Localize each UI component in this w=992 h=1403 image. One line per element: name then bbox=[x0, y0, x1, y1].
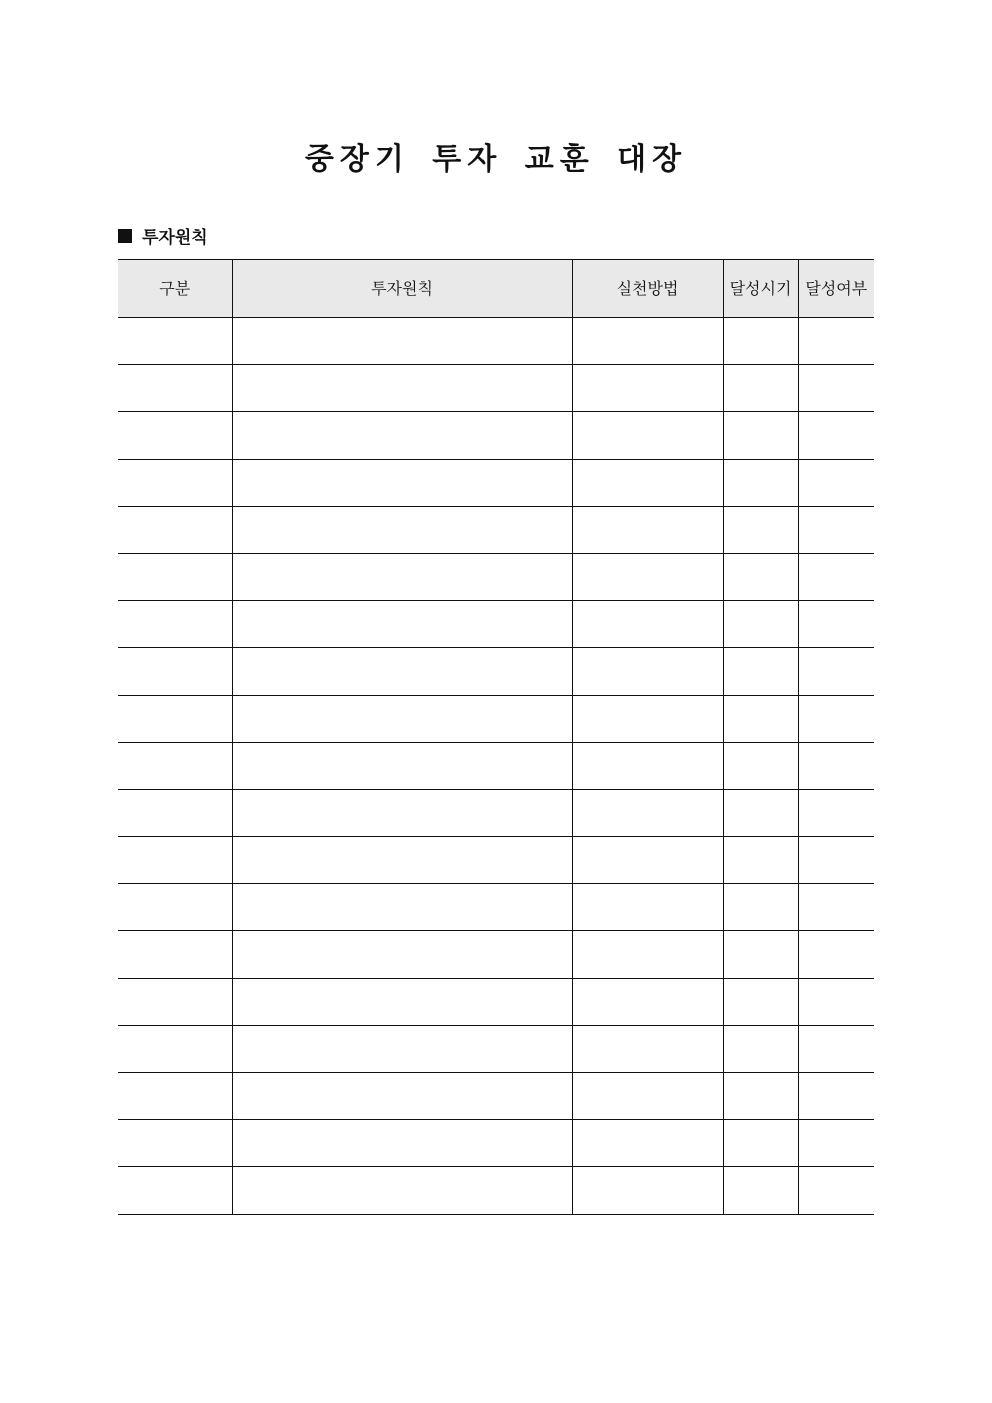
table-row bbox=[118, 1167, 874, 1214]
cell-target-date[interactable] bbox=[723, 459, 798, 506]
cell-principle[interactable] bbox=[232, 978, 572, 1025]
cell-achieved[interactable] bbox=[798, 837, 874, 884]
header-row bbox=[118, 260, 874, 318]
cell-category[interactable] bbox=[118, 648, 232, 695]
cell-category[interactable] bbox=[118, 884, 232, 931]
cell-principle[interactable] bbox=[232, 1025, 572, 1072]
cell-method[interactable] bbox=[572, 884, 723, 931]
cell-achieved[interactable] bbox=[798, 695, 874, 742]
table-row bbox=[118, 412, 874, 459]
table-row bbox=[118, 648, 874, 695]
cell-category[interactable] bbox=[118, 1025, 232, 1072]
table-row bbox=[118, 695, 874, 742]
cell-achieved[interactable] bbox=[798, 931, 874, 978]
cell-category[interactable] bbox=[118, 931, 232, 978]
cell-target-date[interactable] bbox=[723, 318, 798, 365]
cell-category[interactable] bbox=[118, 695, 232, 742]
table-row bbox=[118, 789, 874, 836]
cell-target-date[interactable] bbox=[723, 837, 798, 884]
cell-achieved[interactable] bbox=[798, 553, 874, 600]
cell-method[interactable] bbox=[572, 459, 723, 506]
cell-method[interactable] bbox=[572, 695, 723, 742]
cell-category[interactable] bbox=[118, 506, 232, 553]
cell-achieved[interactable] bbox=[798, 978, 874, 1025]
cell-method[interactable] bbox=[572, 365, 723, 412]
cell-target-date[interactable] bbox=[723, 553, 798, 600]
page-title: 중장기 투자 교훈 대장 bbox=[304, 142, 688, 177]
cell-principle[interactable] bbox=[232, 742, 572, 789]
cell-principle[interactable] bbox=[232, 1073, 572, 1120]
cell-target-date[interactable] bbox=[723, 365, 798, 412]
table-row bbox=[118, 931, 874, 978]
cell-category[interactable] bbox=[118, 742, 232, 789]
cell-target-date[interactable] bbox=[723, 648, 798, 695]
cell-principle[interactable] bbox=[232, 931, 572, 978]
black-square-icon bbox=[118, 229, 132, 243]
cell-category[interactable] bbox=[118, 1167, 232, 1214]
cell-category[interactable] bbox=[118, 1073, 232, 1120]
cell-principle[interactable] bbox=[232, 884, 572, 931]
cell-category[interactable] bbox=[118, 978, 232, 1025]
cell-method[interactable] bbox=[572, 601, 723, 648]
cell-method[interactable] bbox=[572, 742, 723, 789]
cell-achieved[interactable] bbox=[798, 318, 874, 365]
cell-target-date[interactable] bbox=[723, 695, 798, 742]
table-row bbox=[118, 1120, 874, 1167]
cell-target-date[interactable] bbox=[723, 1073, 798, 1120]
cell-achieved[interactable] bbox=[798, 742, 874, 789]
cell-principle[interactable] bbox=[232, 365, 572, 412]
cell-target-date[interactable] bbox=[723, 601, 798, 648]
cell-achieved[interactable] bbox=[798, 1167, 874, 1214]
cell-achieved[interactable] bbox=[798, 365, 874, 412]
cell-principle[interactable] bbox=[232, 506, 572, 553]
cell-achieved[interactable] bbox=[798, 648, 874, 695]
cell-category[interactable] bbox=[118, 789, 232, 836]
cell-target-date[interactable] bbox=[723, 884, 798, 931]
table-row bbox=[118, 459, 874, 506]
cell-principle[interactable] bbox=[232, 837, 572, 884]
table-row bbox=[118, 553, 874, 600]
cell-category[interactable] bbox=[118, 318, 232, 365]
table-row bbox=[118, 318, 874, 365]
header-principle: 투자원칙 bbox=[232, 260, 572, 318]
cell-category[interactable] bbox=[118, 553, 232, 600]
section-heading bbox=[118, 223, 208, 248]
cell-achieved[interactable] bbox=[798, 1025, 874, 1072]
cell-method[interactable] bbox=[572, 1120, 723, 1167]
cell-method[interactable] bbox=[572, 1073, 723, 1120]
cell-achieved[interactable] bbox=[798, 601, 874, 648]
cell-category[interactable] bbox=[118, 837, 232, 884]
principles-table bbox=[118, 259, 874, 1215]
header-category: 구분 bbox=[118, 260, 232, 318]
cell-principle[interactable] bbox=[232, 648, 572, 695]
cell-achieved[interactable] bbox=[798, 1120, 874, 1167]
header-method: 실천방법 bbox=[572, 260, 723, 318]
cell-principle[interactable] bbox=[232, 412, 572, 459]
cell-method[interactable] bbox=[572, 506, 723, 553]
header-achieved: 달성여부 bbox=[798, 260, 874, 318]
cell-principle[interactable] bbox=[232, 459, 572, 506]
cell-achieved[interactable] bbox=[798, 884, 874, 931]
cell-method[interactable] bbox=[572, 553, 723, 600]
section-label: 투자원칙 bbox=[142, 228, 208, 248]
cell-method[interactable] bbox=[572, 837, 723, 884]
cell-target-date[interactable] bbox=[723, 1167, 798, 1214]
cell-target-date[interactable] bbox=[723, 1025, 798, 1072]
cell-achieved[interactable] bbox=[798, 789, 874, 836]
table-row bbox=[118, 884, 874, 931]
cell-achieved[interactable] bbox=[798, 412, 874, 459]
cell-principle[interactable] bbox=[232, 553, 572, 600]
cell-category[interactable] bbox=[118, 412, 232, 459]
cell-target-date[interactable] bbox=[723, 506, 798, 553]
cell-category[interactable] bbox=[118, 459, 232, 506]
cell-achieved[interactable] bbox=[798, 506, 874, 553]
table-row bbox=[118, 837, 874, 884]
cell-category[interactable] bbox=[118, 601, 232, 648]
table-row bbox=[118, 978, 874, 1025]
table-row bbox=[118, 1073, 874, 1120]
cell-target-date[interactable] bbox=[723, 931, 798, 978]
cell-method[interactable] bbox=[572, 1025, 723, 1072]
cell-method[interactable] bbox=[572, 318, 723, 365]
table-row bbox=[118, 1025, 874, 1072]
cell-method[interactable] bbox=[572, 789, 723, 836]
cell-principle[interactable] bbox=[232, 695, 572, 742]
cell-target-date[interactable] bbox=[723, 978, 798, 1025]
header-target-date: 달성시기 bbox=[723, 260, 798, 318]
cell-target-date[interactable] bbox=[723, 1120, 798, 1167]
cell-principle[interactable] bbox=[232, 789, 572, 836]
cell-method[interactable] bbox=[572, 931, 723, 978]
cell-principle[interactable] bbox=[232, 1120, 572, 1167]
cell-target-date[interactable] bbox=[723, 742, 798, 789]
table-row bbox=[118, 506, 874, 553]
cell-method[interactable] bbox=[572, 412, 723, 459]
cell-category[interactable] bbox=[118, 365, 232, 412]
table-row bbox=[118, 601, 874, 648]
table-row bbox=[118, 742, 874, 789]
cell-target-date[interactable] bbox=[723, 412, 798, 459]
cell-achieved[interactable] bbox=[798, 1073, 874, 1120]
cell-category[interactable] bbox=[118, 1120, 232, 1167]
cell-principle[interactable] bbox=[232, 1167, 572, 1214]
cell-target-date[interactable] bbox=[723, 789, 798, 836]
cell-method[interactable] bbox=[572, 1167, 723, 1214]
cell-principle[interactable] bbox=[232, 601, 572, 648]
cell-principle[interactable] bbox=[232, 318, 572, 365]
table-row bbox=[118, 365, 874, 412]
cell-method[interactable] bbox=[572, 648, 723, 695]
cell-method[interactable] bbox=[572, 978, 723, 1025]
cell-achieved[interactable] bbox=[798, 459, 874, 506]
